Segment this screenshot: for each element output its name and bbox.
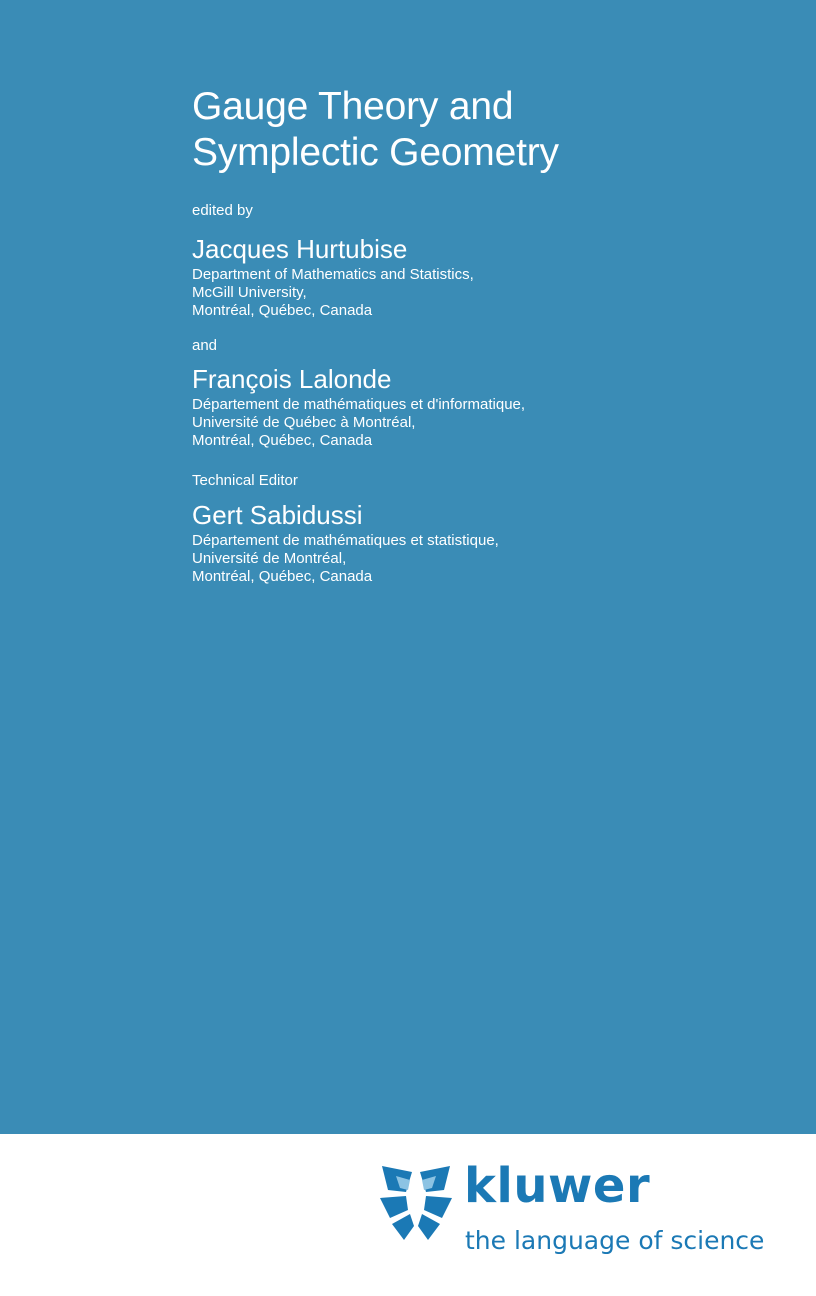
- editor-2-affiliation: [192, 396, 792, 450]
- editor-3-affiliation: [192, 532, 792, 586]
- kluwer-butterfly-logo-icon: [376, 1166, 456, 1242]
- publisher-logo: [376, 1158, 796, 1266]
- edited-by-label: edited by: [192, 202, 253, 219]
- editor-2-affiliation-line: Montréal, Québec, Canada: [192, 432, 373, 449]
- title-line-2: Symplectic Geometry: [192, 131, 559, 174]
- cover-text-block: [192, 84, 792, 586]
- title-line-1: Gauge Theory and: [192, 85, 514, 128]
- technical-editor-label: Technical Editor: [192, 472, 298, 489]
- and-label: and: [192, 337, 218, 354]
- editor-3-affiliation-line: Département de mathématiques et statistique,: [192, 532, 499, 549]
- editor-3-affiliation-line: Montréal, Québec, Canada: [192, 568, 373, 585]
- publisher-tagline: the language of science: [465, 1226, 765, 1255]
- editor-3-affiliation-line: Université de Montréal,: [192, 550, 347, 567]
- editor-1-affiliation-line: McGill University,: [192, 284, 307, 301]
- editor-1-affiliation-line: Department of Mathematics and Statistics,: [192, 266, 474, 283]
- editor-2-affiliation-line: Université de Québec à Montréal,: [192, 414, 416, 431]
- editor-1-affiliation: [192, 266, 792, 320]
- editor-1-name: Jacques Hurtubise: [192, 234, 408, 264]
- editor-2-affiliation-line: Département de mathématiques et d'informatique,: [192, 396, 526, 413]
- editor-1-affiliation-line: Montréal, Québec, Canada: [192, 302, 373, 319]
- book-title: [192, 84, 792, 176]
- editor-2-name: François Lalonde: [192, 364, 392, 394]
- publisher-name: kluwer: [464, 1158, 651, 1214]
- editor-3-name: Gert Sabidussi: [192, 500, 363, 530]
